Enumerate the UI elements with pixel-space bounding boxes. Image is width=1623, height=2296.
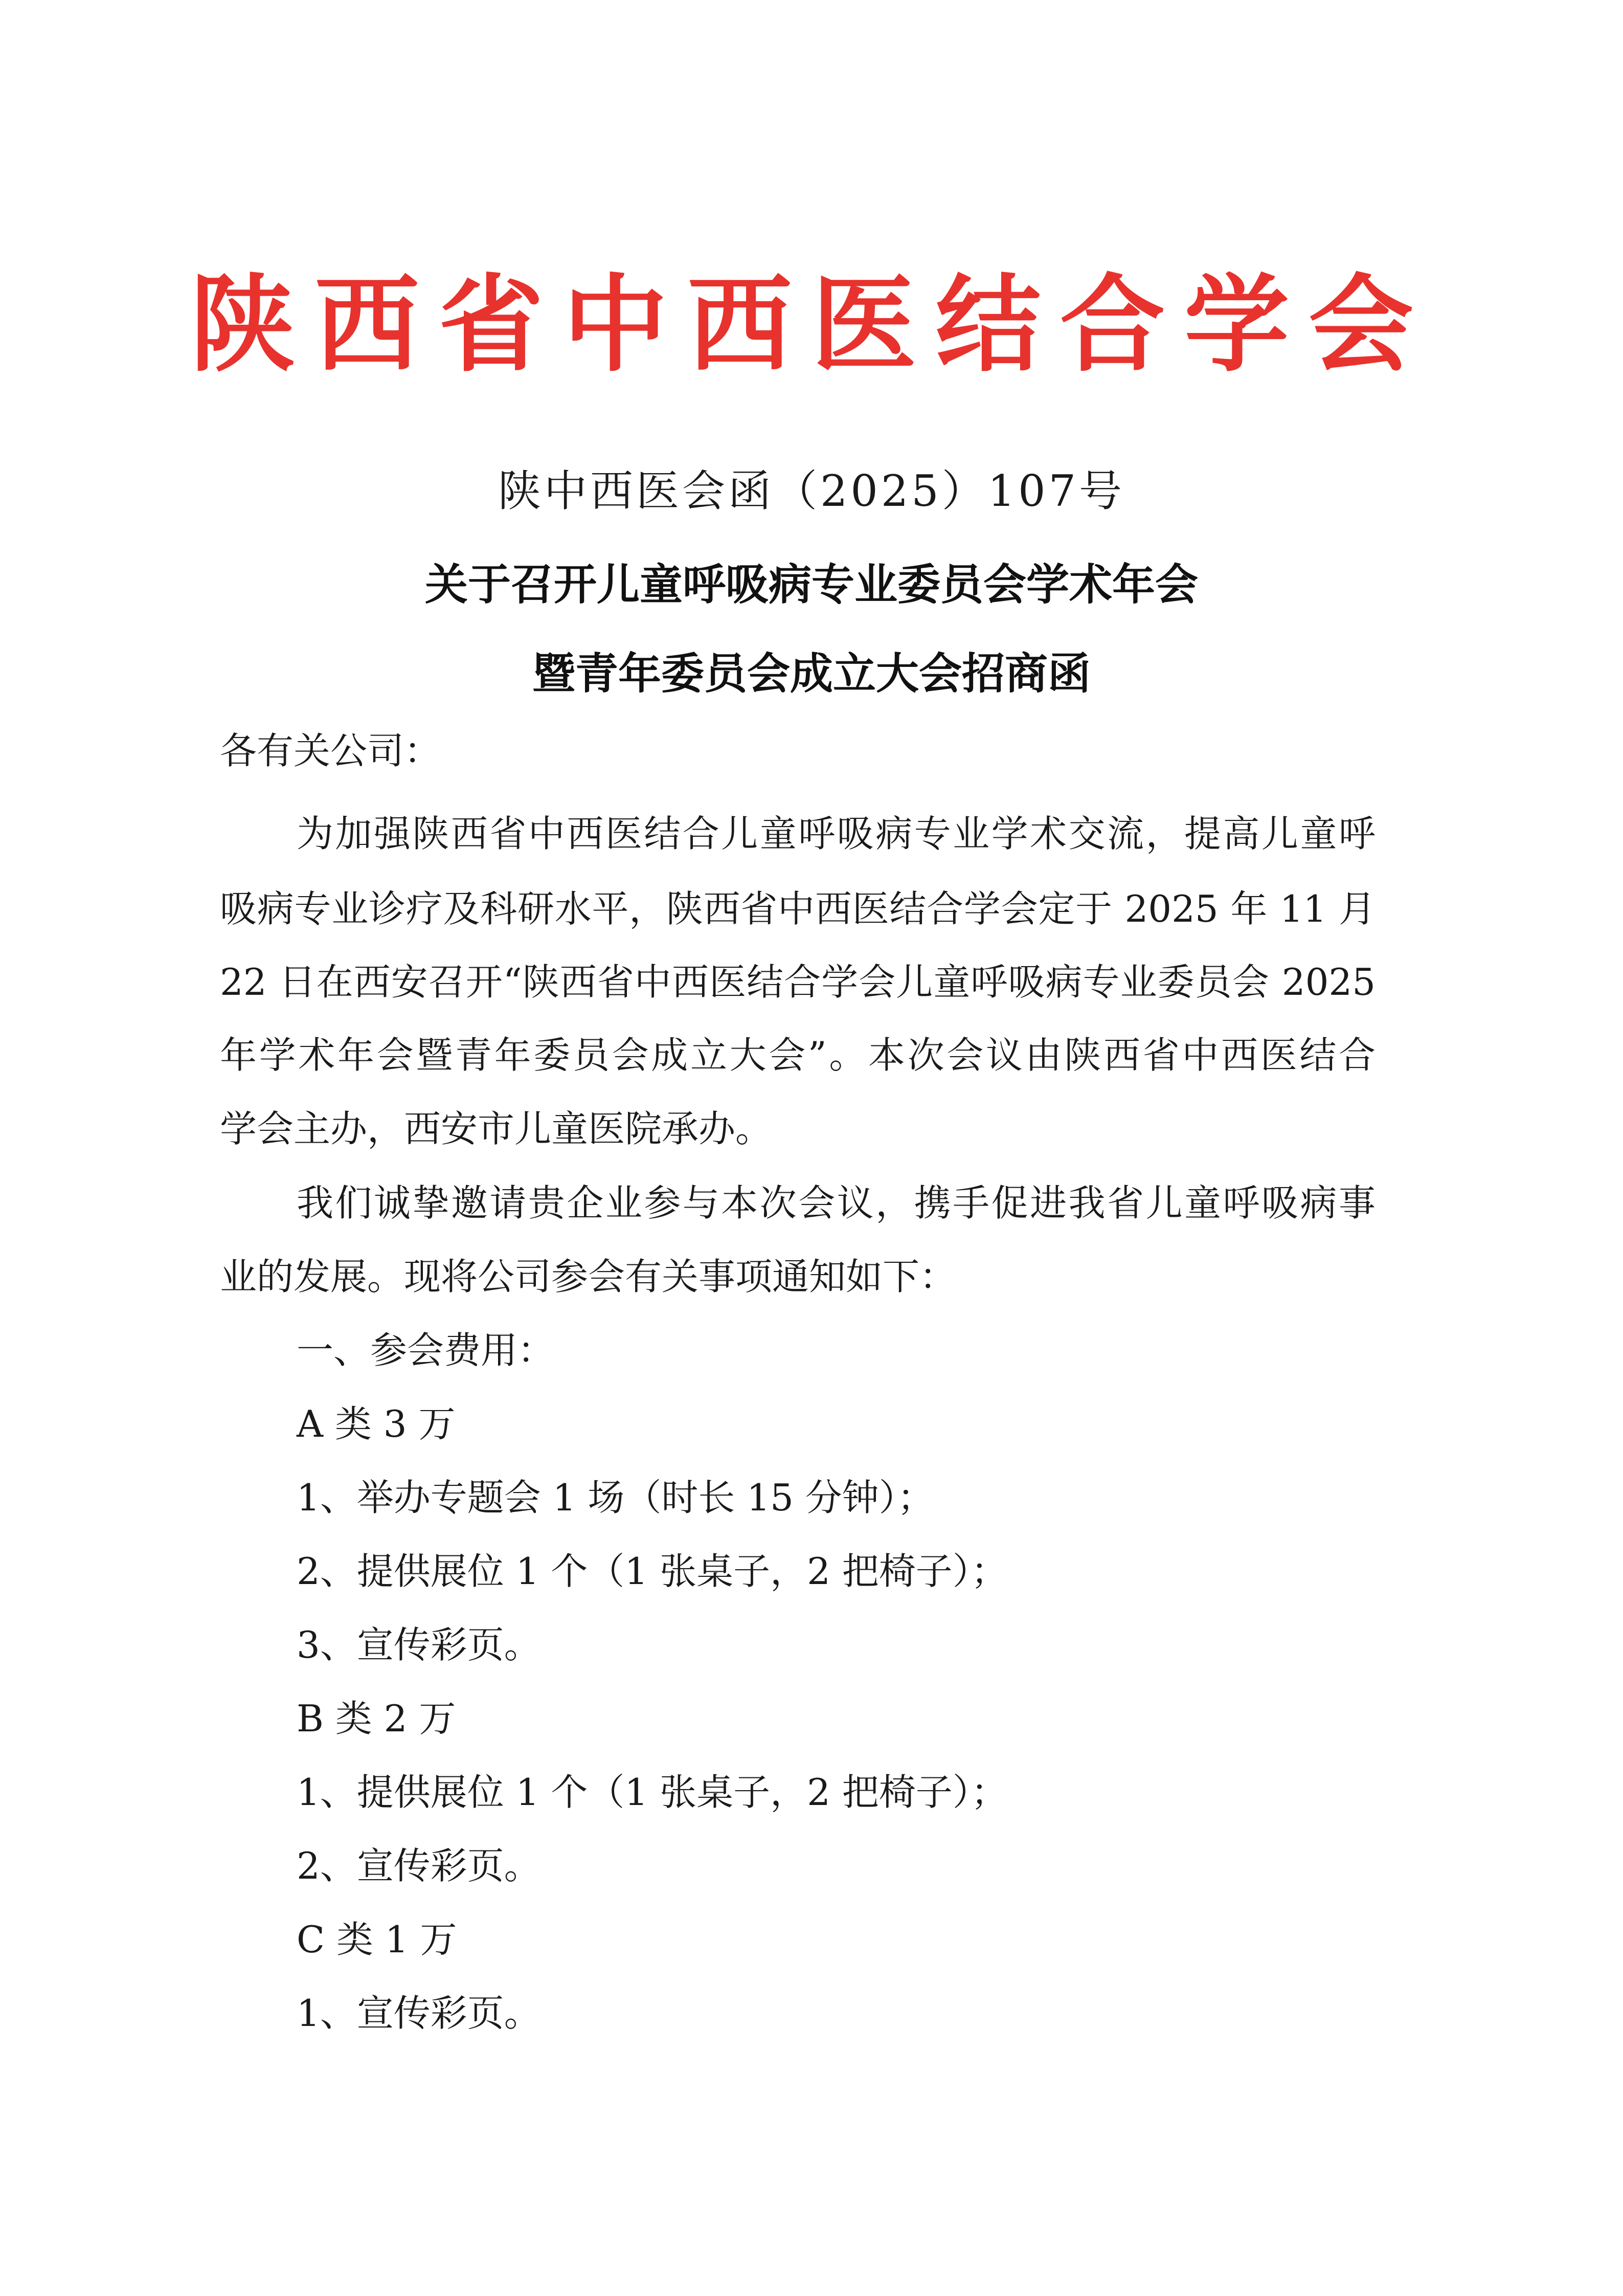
section-heading-fees: 一、参会费用： bbox=[297, 1329, 555, 1372]
category-a-item: 1、举办专题会 1 场（时长 15 分钟）； bbox=[297, 1476, 934, 1519]
paragraph-1-line: 年学术年会暨青年委员会成立大会”。本次会议由陕西省中西医结合 bbox=[220, 1034, 1376, 1077]
category-c-item: 1、宣传彩页。 bbox=[297, 1992, 541, 2035]
letterhead-title: 陕西省中西医结合学会 bbox=[190, 263, 1433, 386]
paragraph-1-line: 学会主办，西安市儿童医院承办。 bbox=[220, 1107, 773, 1150]
category-b-item: 1、提供展位 1 个（1 张桌子，2 把椅子）； bbox=[297, 1771, 1008, 1814]
document-title-line-1: 关于召开儿童呼吸病专业委员会学术年会 bbox=[424, 560, 1198, 610]
category-c-label: C 类 1 万 bbox=[297, 1918, 457, 1961]
paragraph-1-line: 22 日在西安召开“陕西省中西医结合学会儿童呼吸病专业委员会 2025 bbox=[220, 961, 1376, 1004]
category-a-item: 3、宣传彩页。 bbox=[297, 1623, 541, 1666]
paragraph-2-line: 业的发展。现将公司参会有关事项通知如下： bbox=[220, 1255, 957, 1298]
paragraph-2-line: 我们诚挚邀请贵企业参与本次会议，携手促进我省儿童呼吸病事 bbox=[297, 1182, 1376, 1224]
category-a-label: A 类 3 万 bbox=[297, 1402, 456, 1445]
salutation: 各有关公司： bbox=[220, 729, 441, 772]
category-b-item: 2、宣传彩页。 bbox=[297, 1844, 541, 1887]
category-b-label: B 类 2 万 bbox=[297, 1697, 456, 1740]
document-title-line-2: 暨青年委员会成立大会招商函 bbox=[532, 649, 1091, 699]
paragraph-1-line: 为加强陕西省中西医结合儿童呼吸病专业学术交流，提高儿童呼 bbox=[297, 812, 1376, 855]
paragraph-1-line: 吸病专业诊疗及科研水平，陕西省中西医结合学会定于 2025 年 11 月 bbox=[220, 887, 1376, 930]
category-a-item: 2、提供展位 1 个（1 张桌子，2 把椅子）； bbox=[297, 1550, 1008, 1593]
document-number: 陕中西医会函（2025）107号 bbox=[498, 466, 1125, 516]
